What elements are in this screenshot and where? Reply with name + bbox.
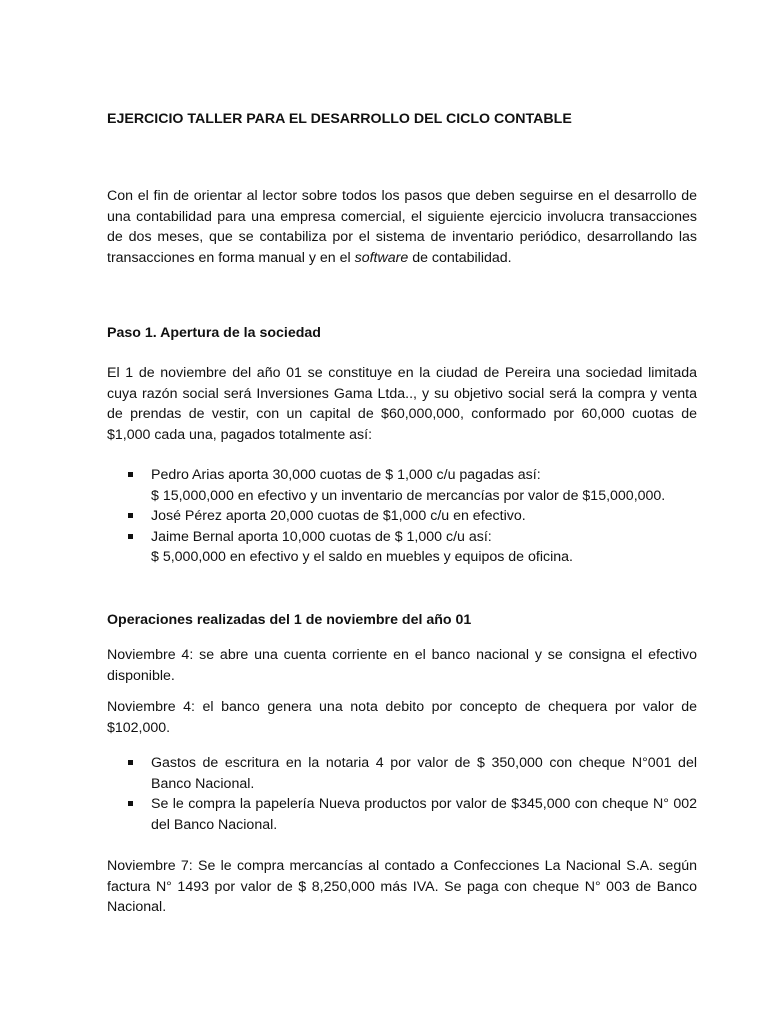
list-item <box>107 794 697 835</box>
list-item <box>107 465 697 506</box>
nov4a-paragraph: Noviembre 4: se abre una cuenta corriente en el banco nacional y se consigna el efectivo disponible. <box>107 647 697 684</box>
bullet-icon <box>128 534 133 539</box>
intro-text-end: de contabilidad. <box>408 249 512 266</box>
nov7-paragraph: Noviembre 7: Se le compra mercancías al contado a Confecciones La Nacional S.A. según factura N° 1493 por valor de $ 8,250,000 más IVA. Se paga con cheque N° 003 de Banco Nacional. <box>107 858 697 915</box>
step1-heading: Paso 1. Apertura de la sociedad <box>107 325 321 341</box>
list-item <box>107 506 697 527</box>
contributions-list <box>107 465 697 568</box>
intro-paragraph <box>107 186 697 268</box>
list-item-subtext: $ 5,000,000 en efectivo y el saldo en muebles y equipos de oficina. <box>151 549 573 565</box>
intro-italic-word: software <box>354 249 409 266</box>
list-item-text: Pedro Arias aporta 30,000 cuotas de $ 1,000 c/u pagadas así: <box>151 467 541 483</box>
bullet-icon <box>128 801 133 806</box>
list-item-text: Se le compra la papelería Nueva productos por valor de $345,000 con cheque N° 002 del Banco Nacional. <box>151 796 697 833</box>
bullet-icon <box>128 513 133 518</box>
document-page <box>107 0 697 1024</box>
list-item-subtext: $ 15,000,000 en efectivo y un inventario de mercancías por valor de $15,000,000. <box>151 487 666 504</box>
bullet-icon <box>128 472 133 477</box>
list-item <box>107 753 697 794</box>
list-item-text: Jaime Bernal aporta 10,000 cuotas de $ 1,000 c/u así: <box>151 528 492 545</box>
list-item <box>107 527 697 568</box>
operations-list <box>107 753 697 835</box>
document-title: EJERCICIO TALLER PARA EL DESARROLLO DEL CICLO CONTABLE <box>107 111 572 127</box>
step1-paragraph: El 1 de noviembre del año 01 se constituye en la ciudad de Pereira una sociedad limitada cuya razón social será Inversiones Gama Ltda.., y su objetivo social será la compra y venta de prendas de vestir, con un capital de $60,000,000, conformado por 60,000 cuotas de $1,000 cada una, pagados totalmente así: <box>107 365 697 443</box>
operations-heading: Operaciones realizadas del 1 de noviembre del año 01 <box>107 612 472 628</box>
nov4b-paragraph: Noviembre 4: el banco genera una nota debito por concepto de chequera por valor de $102,000. <box>107 699 697 736</box>
intro-text: Con el fin de orientar al lector sobre todos los pasos que deben seguirse en el desarrollo de una contabilidad para una empresa comercial, el siguiente ejercicio involucra transacciones de dos meses, que se contabiliza por el sistema de inventario periódico, desarrollando las transacciones en forma manual y en el <box>107 188 697 266</box>
list-item-text: Gastos de escritura en la notaria 4 por valor de $ 350,000 con cheque N°001 del Banco Nacional. <box>151 755 697 792</box>
bullet-icon <box>128 760 133 765</box>
list-item-text: José Pérez aporta 20,000 cuotas de $1,000 c/u en efectivo. <box>151 508 526 524</box>
